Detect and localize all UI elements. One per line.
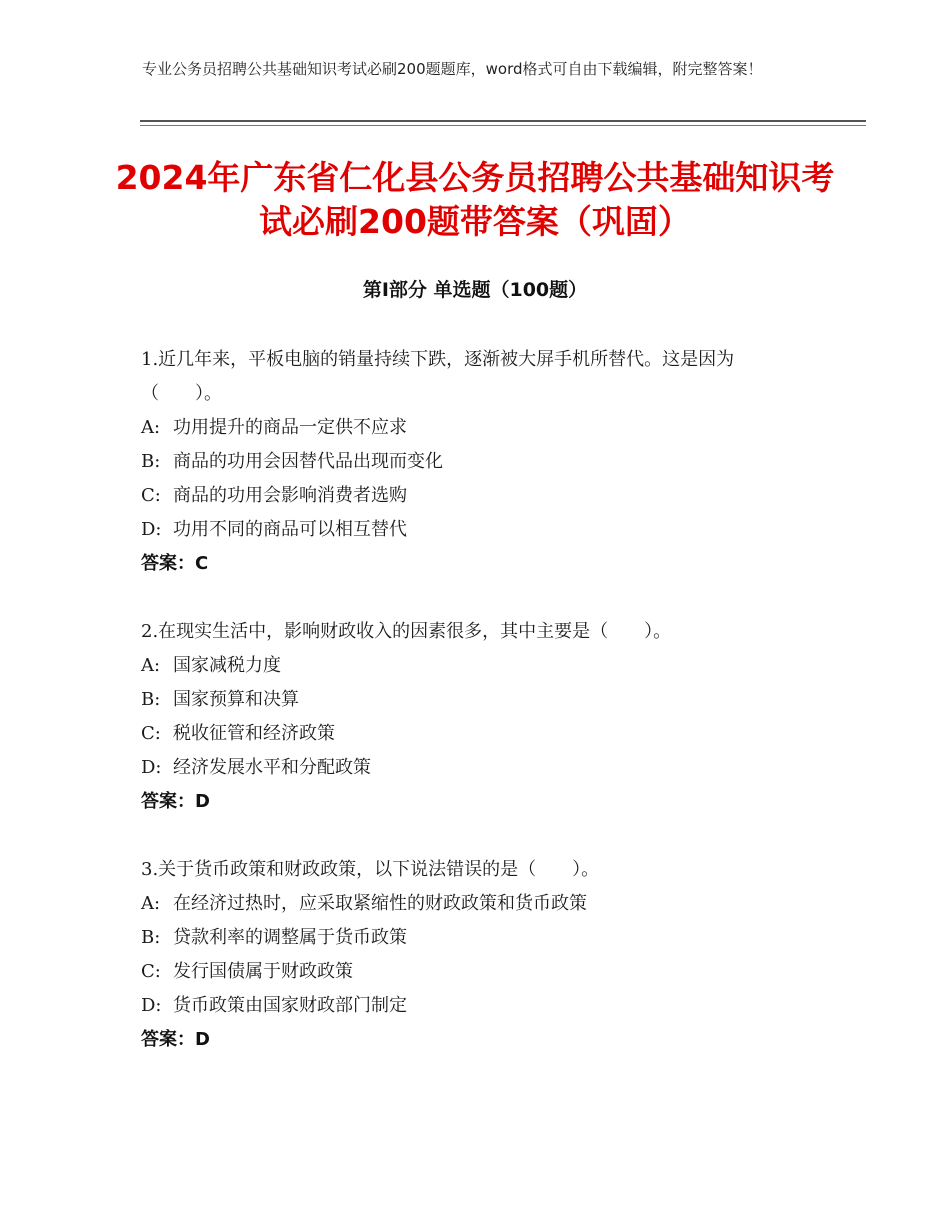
question-2 <box>141 615 811 819</box>
question-3 <box>141 853 811 1057</box>
answer-line: 答案：D <box>141 1029 210 1050</box>
question-list <box>141 343 811 1091</box>
question-stem: 3.关于货币政策和财政政策，以下说法错误的是（ ）。 <box>141 859 600 880</box>
option-letter: C: <box>141 961 161 982</box>
question-stem: 2.在现实生活中，影响财政收入的因素很多，其中主要是（ ）。 <box>141 621 672 642</box>
option-c <box>141 479 811 513</box>
option-letter: B: <box>141 451 161 472</box>
question-stem: 1.近几年来，平板电脑的销量持续下跌，逐渐被大屏手机所替代。这是因为（ ）。 <box>141 349 735 404</box>
option-letter: C: <box>141 723 161 744</box>
option-a <box>141 411 811 445</box>
option-letter: A: <box>141 417 161 438</box>
section-heading: 第Ⅰ部分 单选题（100题） <box>362 279 588 301</box>
option-text: 货币政策由国家财政部门制定 <box>173 995 407 1016</box>
answer-line: 答案：D <box>141 791 210 812</box>
header-divider-thick <box>140 120 866 122</box>
option-letter: C: <box>141 485 161 506</box>
option-b <box>141 921 811 955</box>
option-letter: A: <box>141 893 161 914</box>
option-a <box>141 649 811 683</box>
option-text: 功用提升的商品一定供不应求 <box>173 417 407 438</box>
option-letter: D: <box>141 995 162 1016</box>
option-text: 商品的功用会影响消费者选购 <box>173 485 407 506</box>
option-text: 贷款利率的调整属于货币政策 <box>173 927 407 948</box>
option-c <box>141 955 811 989</box>
option-d <box>141 513 811 547</box>
option-text: 在经济过热时，应采取紧缩性的财政政策和货币政策 <box>173 893 587 914</box>
document-title: 2024年广东省仁化县公务员招聘公共基础知识考试必刷200题带答案（巩固） <box>115 158 835 241</box>
option-letter: D: <box>141 757 162 778</box>
answer-line: 答案：C <box>141 553 209 574</box>
option-c <box>141 717 811 751</box>
option-text: 发行国债属于财政政策 <box>173 961 353 982</box>
option-letter: D: <box>141 519 162 540</box>
option-letter: B: <box>141 689 161 710</box>
option-text: 经济发展水平和分配政策 <box>173 757 371 778</box>
option-letter: B: <box>141 927 161 948</box>
option-b <box>141 445 811 479</box>
option-text: 国家预算和决算 <box>173 689 299 710</box>
option-letter: A: <box>141 655 161 676</box>
header-divider-thin <box>140 125 866 126</box>
option-d <box>141 751 811 785</box>
option-d <box>141 989 811 1023</box>
question-1 <box>141 343 811 581</box>
header-note: 专业公务员招聘公共基础知识考试必刷200题题库，word格式可自由下载编辑，附完整答案！ <box>142 60 763 78</box>
option-a <box>141 887 811 921</box>
option-text: 商品的功用会因替代品出现而变化 <box>173 451 443 472</box>
option-text: 国家减税力度 <box>173 655 281 676</box>
option-b <box>141 683 811 717</box>
option-text: 税收征管和经济政策 <box>173 723 335 744</box>
option-text: 功用不同的商品可以相互替代 <box>173 519 407 540</box>
